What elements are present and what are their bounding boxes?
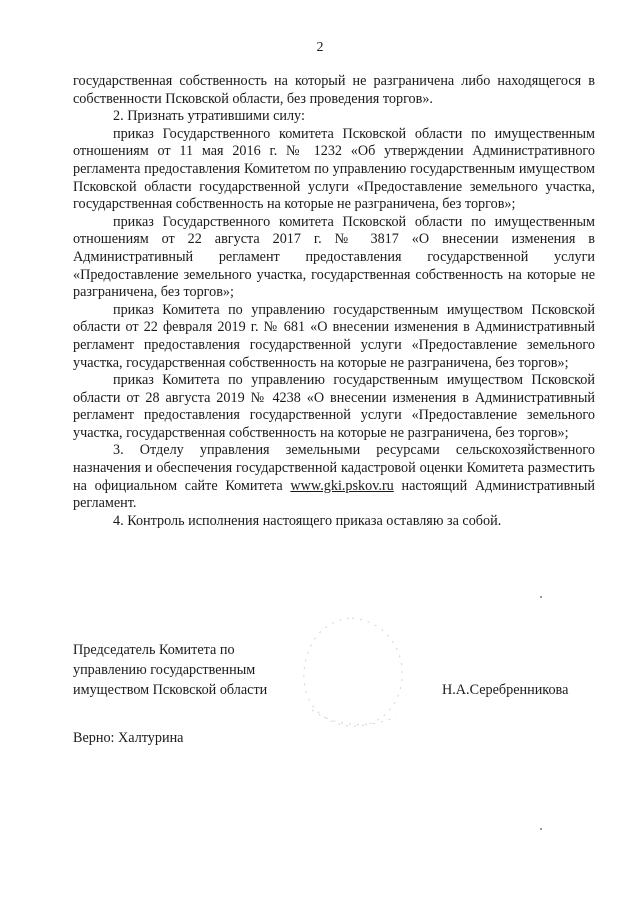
paragraph-publication	[73, 442, 595, 512]
committee-website-link[interactable]: www.gki.pskov.ru	[290, 477, 394, 494]
signatory-title-line-1: Председатель Комитета по	[73, 642, 235, 658]
paragraph-revoked-order-4: приказ Комитета по управлению государственным имуществом Псковской области от 28 августа 2019 № 4238 «О внесении изменения в Административный регламент предоставления государственной услуги «Предоставление земельного участка, государственная собственность на которые не разграничена, без торгов»;	[73, 372, 595, 441]
paragraph-publication-text-end: настоящий Административный регламент.	[73, 477, 596, 512]
signatory-title-line-2: управлению государственным	[73, 662, 256, 678]
paragraph-control: 4. Контроль исполнения настоящего приказа оставляю за собой.	[113, 512, 502, 529]
paragraph-revoked-order-1: приказ Государственного комитета Псковской области по имущественным отношениям от 11 мая 2016 г. № 1232 «Об утверждении Административного регламента предоставления Комитетом по управлению государственным имуществом Псковской области государственной услуги «Предоставление земельного участка, государственная собственность на которые не разграничена, без торгов»;	[73, 125, 595, 213]
paragraph-revoke-heading: 2. Признать утратившими силу:	[113, 108, 305, 125]
paragraph-revoked-order-3: приказ Комитета по управлению государственным имуществом Псковской области от 22 февраля 2019 г. № 681 «О внесении изменения в Административный регламент предоставления государственной услуги «Предоставление земельного участка, государственная собственность на которые не разграничена, без торгов»;	[73, 301, 595, 371]
scan-speck	[540, 596, 542, 598]
signatory-name: Н.А.Серебренникова	[442, 682, 569, 698]
scan-speck	[540, 828, 542, 830]
paragraph-continuation: государственная собственность на который не разграничена либо находящегося в собственности Псковской области, без проведения торгов».	[73, 73, 595, 107]
page-number: 2	[316, 40, 324, 55]
document-body	[73, 73, 595, 530]
paragraph-publication-text-start: 3. Отделу управления земельными ресурсами сельскохозяйственного назначения и обеспечения государственной кадастровой оценки Комитета разместить на официальном сайте Комитета	[73, 442, 595, 494]
signatory-title	[73, 640, 313, 700]
paragraph-revoked-order-2: приказ Государственного комитета Псковской области по имущественным отношениям от 22 августа 2017 г. № 3817 «О внесении изменения в Административный регламент предоставления государственной услуги «Предоставление земельного участка, государственная собственность на которые не разграничена, без торгов»;	[73, 213, 595, 301]
verified-note: Верно: Халтурина	[73, 730, 184, 746]
signatory-title-line-3: имуществом Псковской области	[73, 682, 268, 698]
